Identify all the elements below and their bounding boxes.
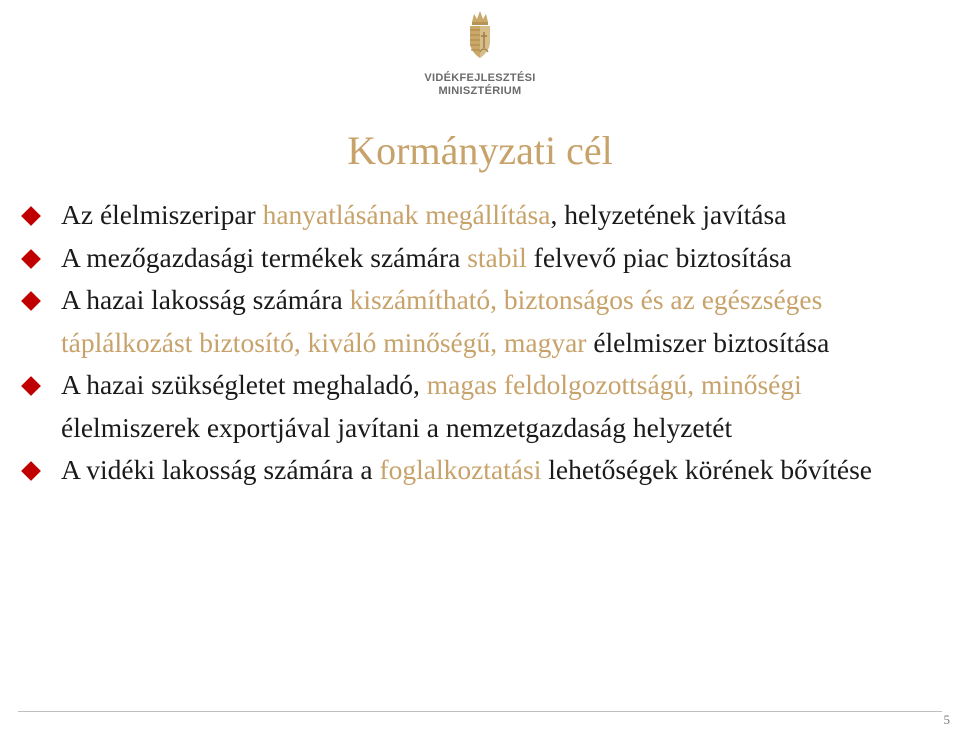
coat-of-arms-icon [466, 8, 494, 66]
bullet-highlight: magas feldolgozottságú, minőségi [426, 369, 802, 400]
diamond-bullet-icon [21, 376, 41, 396]
bullet-item [0, 449, 960, 492]
bullet-highlight: hanyatlásának megállítása [262, 199, 551, 230]
bullet-item [0, 194, 960, 237]
bullet-text: élelmiszer biztosítása [586, 326, 830, 358]
ministry-name-line2: MINISZTÉRIUM [438, 85, 522, 97]
bullet-list [0, 194, 960, 492]
ministry-logo [420, 8, 540, 104]
diamond-bullet-icon [21, 249, 41, 269]
slide-title: Kormányzati cél [347, 128, 613, 173]
bullet-text: , helyzetének javítása [550, 199, 787, 230]
diamond-bullet-icon [21, 461, 41, 481]
footer-divider [18, 711, 942, 712]
bullet-item [0, 364, 960, 449]
bullet-text: A hazai lakosság számára [61, 284, 350, 315]
bullet-text: Az élelmiszeripar [61, 199, 263, 230]
ministry-name-line1: VIDÉKFEJLESZTÉSI [424, 72, 536, 84]
page-number: 5 [943, 712, 950, 727]
diamond-bullet-icon [21, 291, 41, 311]
bullet-item [0, 237, 960, 280]
diamond-bullet-icon [21, 206, 41, 226]
bullet-highlight: kiszámítható, biztonságos és az egészséges táplálkozást biztosító, kiváló minőségű, magyar [61, 284, 823, 358]
bullet-highlight: foglalkoztatási [379, 454, 542, 485]
bullet-text: A vidéki lakosság számára a [61, 454, 380, 485]
bullet-text: felvevő piac biztosítása [526, 241, 792, 273]
bullet-text: lehetőségek körének bővítése [541, 454, 872, 485]
bullet-text: A mezőgazdasági termékek számára [61, 241, 468, 273]
bullet-item [0, 279, 960, 364]
bullet-text: élelmiszerek exportjával javítani a nemzetgazdaság helyzetét [61, 411, 733, 443]
bullet-highlight: stabil [467, 241, 527, 273]
bullet-text: A hazai szükségletet meghaladó, [61, 369, 427, 400]
